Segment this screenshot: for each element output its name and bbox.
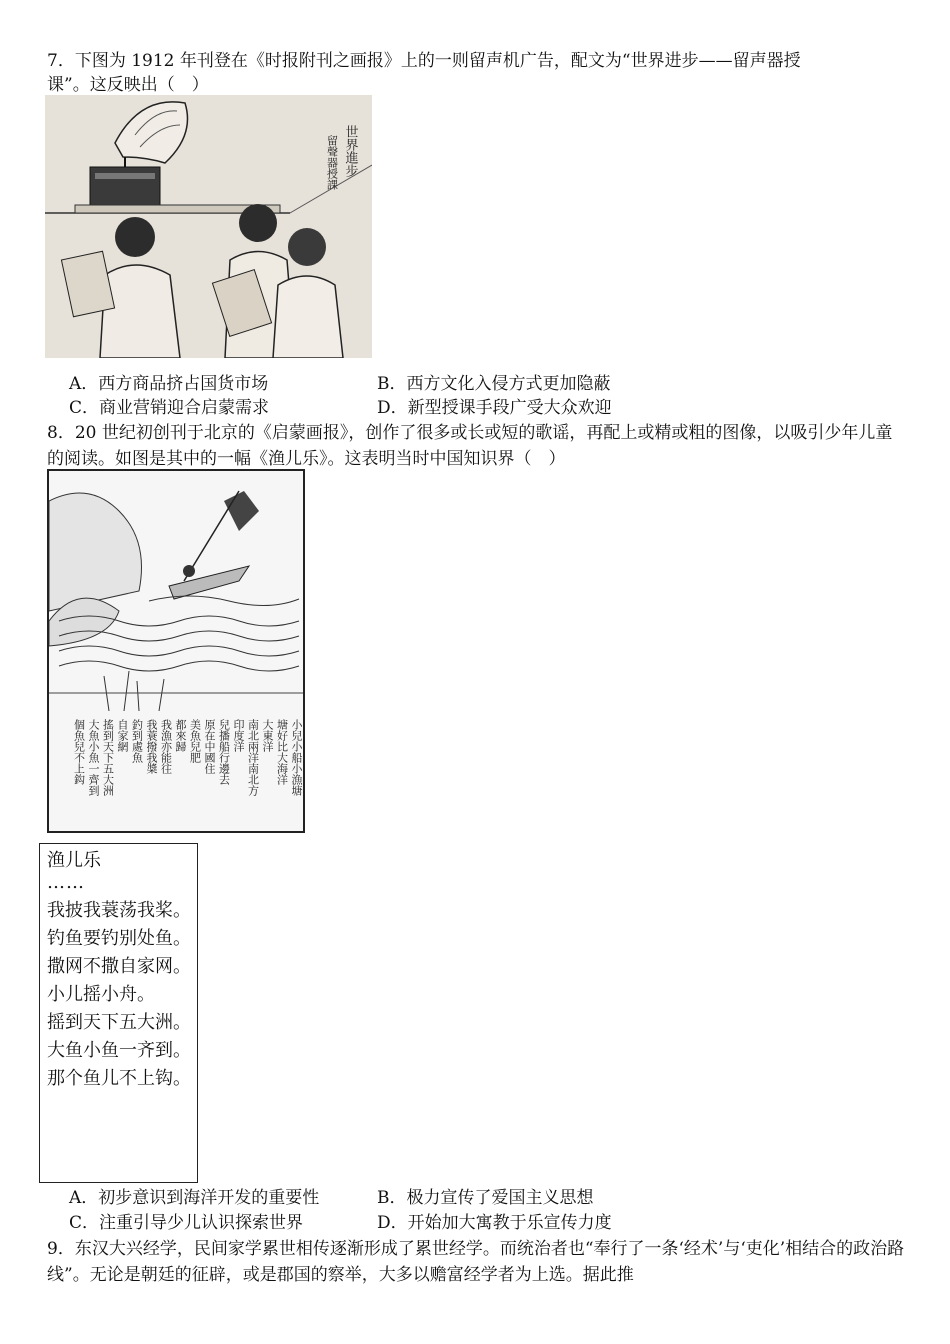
poem-line: 那个鱼儿不上钩。 bbox=[47, 1068, 191, 1089]
q8-option-c[interactable]: C．注重引导少儿认识探索世界 bbox=[69, 1213, 304, 1233]
picture-verse-column: 我漁亦能往 bbox=[159, 719, 173, 774]
q8-option-b[interactable]: B．极力宣传了爱国主义思想 bbox=[377, 1188, 594, 1208]
picture-verse-column: 釣到處魚 bbox=[130, 719, 144, 763]
picture-verse-column: 兒播船行邊去 bbox=[217, 719, 231, 785]
poem-title: 渔儿乐 bbox=[47, 850, 101, 871]
picture-verse-column: 大東洋 bbox=[261, 719, 274, 752]
fishing-boy-picture bbox=[47, 469, 305, 833]
poem-line: 我披我蓑荡我桨。 bbox=[47, 900, 191, 921]
poem-box bbox=[39, 843, 198, 1183]
gramophone-illustration bbox=[45, 95, 372, 358]
picture-verse-column: 都來歸 bbox=[174, 719, 187, 752]
q9-stem: 9．东汉大兴经学，民间家学累世相传逐渐形成了累世经学。而统治者也“奉行了一条‘经术’与‘吏化’相结合的政治路线”。无论是朝廷的征辟，或是郡国的察举，大多以赡富经学者为上选。据此推 bbox=[47, 1239, 905, 1285]
fishing-boy-illustration bbox=[49, 471, 303, 711]
q7-stem-line-2: 课”。这反映出（ ） bbox=[47, 75, 209, 95]
q7-option-b[interactable]: B．西方文化入侵方式更加隐蔽 bbox=[377, 374, 611, 394]
q7-option-c[interactable]: C．商业营销迎合启蒙需求 bbox=[69, 398, 270, 418]
picture-verse-column: 小兒小船小漁塘 bbox=[290, 719, 303, 796]
q8-option-d[interactable]: D．开始加大寓教于乐宣传力度 bbox=[377, 1213, 612, 1233]
picture-verse-column: 印度洋 bbox=[232, 719, 245, 752]
gramophone-advertisement-image bbox=[45, 95, 372, 358]
picture-verse-column: 個魚兒不上鈎 bbox=[72, 719, 86, 785]
picture-verse-column: 南北兩洋南北方 bbox=[246, 719, 260, 796]
poem-line: 钓鱼要钓别处鱼。 bbox=[47, 928, 191, 949]
q8-option-a[interactable]: A．初步意识到海洋开发的重要性 bbox=[69, 1188, 320, 1208]
q7-option-a[interactable]: A．西方商品挤占国货市场 bbox=[69, 374, 269, 394]
poem-ellipsis: …… bbox=[47, 872, 85, 893]
picture-verse-column: 美魚兒肥 bbox=[188, 719, 202, 763]
q7-stem-line-1: 7．下图为 1912 年刊登在《时报附刊之画报》上的一则留声机广告，配文为“世界进步——留声器授 bbox=[47, 51, 801, 71]
poem-line: 摇到天下五大洲。 bbox=[47, 1012, 191, 1033]
q7-option-d[interactable]: D．新型授课手段广受大众欢迎 bbox=[377, 398, 612, 418]
picture-verse-column: 我蓑撥我槳 bbox=[145, 719, 158, 774]
picture-verse-column: 大魚小魚一齊到 bbox=[87, 719, 100, 796]
q8-stem: 8．20 世纪初创刊于北京的《启蒙画报》，创作了很多或长或短的歌谣，再配上或精或粗的图像，以吸引少年儿童的阅读。如图是其中的一幅《渔儿乐》。这表明当时中国知识界（ ） bbox=[47, 423, 893, 469]
caption-gramophone-lesson: 留聲器授課 bbox=[325, 135, 339, 190]
picture-verse-column: 塘好比大海洋 bbox=[275, 719, 289, 785]
poem-line: 大鱼小鱼一齐到。 bbox=[47, 1040, 191, 1061]
caption-world-progress: 世界進步 bbox=[342, 125, 358, 177]
poem-line: 撒网不撒自家网。 bbox=[47, 956, 191, 977]
poem-line: 小儿摇小舟。 bbox=[47, 984, 155, 1005]
picture-verse-column: 自家網 bbox=[116, 719, 129, 752]
picture-verse-column: 搖到天下五大洲 bbox=[101, 719, 115, 796]
picture-verse-column: 原在中國住 bbox=[203, 719, 216, 774]
